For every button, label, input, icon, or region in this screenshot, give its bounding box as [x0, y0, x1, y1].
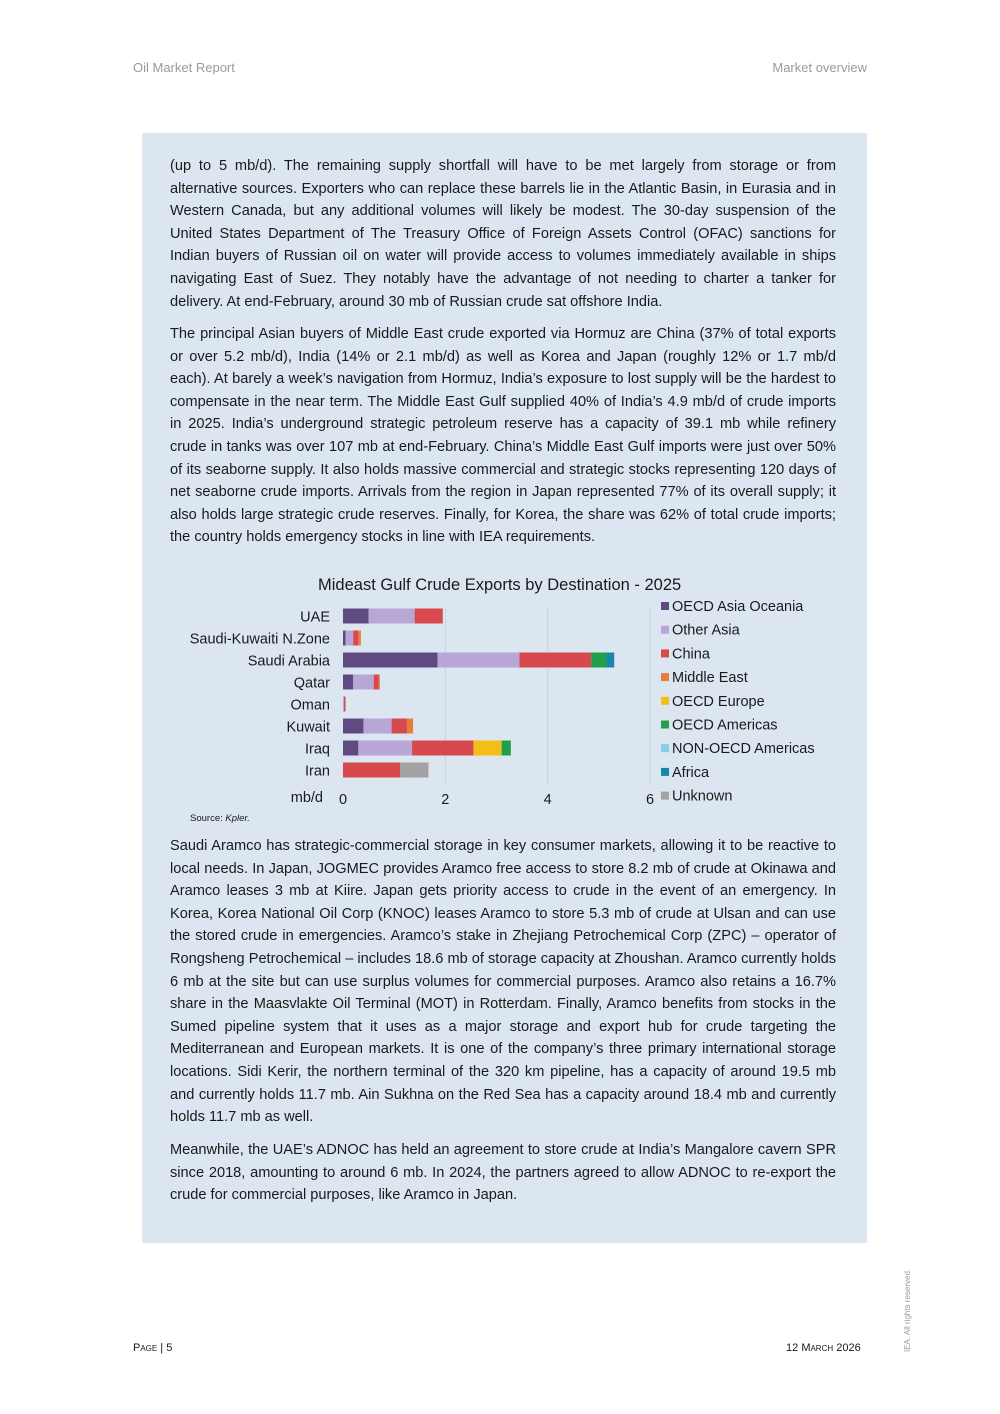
legend-label: Unknown — [672, 788, 733, 805]
bar-segment — [607, 653, 615, 668]
chart-title: Mideast Gulf Crude Exports by Destination - 2025 — [318, 576, 682, 594]
bar-segment — [358, 741, 412, 756]
legend-swatch — [661, 721, 669, 729]
category-label: Kuwait — [286, 719, 330, 736]
section-title: Market overview — [772, 60, 867, 75]
bar-segment — [343, 675, 353, 690]
x-tick-label: 4 — [543, 792, 552, 808]
source-name: Kpler. — [225, 813, 250, 824]
legend-label: OECD Americas — [672, 717, 778, 734]
page-value: | 5 — [160, 1342, 173, 1354]
category-label: Saudi-Kuwaiti N.Zone — [189, 631, 330, 648]
bar-segment — [591, 653, 606, 668]
legend-label: OECD Europe — [672, 693, 765, 710]
x-tick-label: 0 — [338, 792, 348, 808]
legend-swatch — [661, 744, 669, 752]
report-date — [786, 1342, 861, 1354]
paragraph-3: Saudi Aramco has strategic-commercial storage in key consumer markets, allowing it to be reactive to local needs. In Japan, JOGMEC provides Aramco free access to store 8.2 mb of crude at Okinawa and Aramco leases 3 mb at Kiire. Japan gets priority access to crude in the event of an emergency. In Korea, Korea National Oil Corp (KNOC) leases Aramco to store 5.3 mb of crude at Ulsan and can use the stored crude in emergencies. Aramco’s stake in Zhejiang Petrochemical Corp (ZPC) – operator of Rongsheng Petrochemical – includes 18.6 mb of storage capacity at Zhoushan. Aramco currently holds 6 mb at the site but can use surplus volumes for commercial purposes. Aramco also retains a 16.7% share in the Maasvlakte Oil Terminal (MOT) in Rotterdam. Finally, Aramco benefits from stocks in the Sumed pipeline system that it uses as a major storage and export hub for crude targeting the Mediterranean and European markets. It is one of the company’s three primary international storage locations. Sidi Kerir, the northern terminal of the 320 km pipeline, has a capacity of around 19.5 mb and currently holds 11.7 mb. Ain Sukhna on the Red Sea has a capacity around 18.4 mb and currently holds 11.7 mb as well. — [170, 838, 837, 1126]
category-label: Saudi Arabia — [247, 653, 330, 670]
date-year: 2026 — [836, 1342, 861, 1354]
legend-label: China — [672, 646, 710, 663]
legend-swatch — [661, 649, 669, 657]
date-month: March — [801, 1342, 834, 1354]
bar-segment — [353, 675, 373, 690]
bar-segment — [344, 697, 346, 712]
source-prefix: Source: — [190, 813, 226, 824]
legend-swatch — [661, 768, 669, 776]
bar-segment — [400, 763, 428, 778]
date-day: 12 — [786, 1342, 799, 1354]
category-label: Oman — [290, 697, 330, 714]
bar-segment — [407, 719, 413, 734]
bar-segment — [412, 741, 473, 756]
legend-label: Middle East — [672, 670, 748, 687]
bar-segment — [438, 653, 520, 668]
x-axis-label: mb/d — [290, 790, 323, 806]
legend-label: Other Asia — [672, 622, 740, 639]
legend-label: Africa — [672, 764, 710, 781]
bar-segment — [343, 609, 369, 624]
page-label: Page — [133, 1342, 158, 1354]
rights-notice: IEA. All rights reserved. — [903, 1268, 912, 1352]
legend-label: NON-OECD Americas — [672, 741, 815, 758]
report-title: Oil Market Report — [133, 60, 235, 75]
bar-segment — [502, 741, 511, 756]
paragraph-1: (up to 5 mb/d). The remaining supply shortfall will have to be met largely from storage or from alternative sources. Exporters who can replace these barrels lie in the Atlantic Basin, in Eurasia and in Western Canada, but any additional volumes will likely be modest. The 30-day suspension of the United States Department of The Treasury Office of Foreign Assets Control (OFAC) sanctions for Indian buyers of Russian oil on water will provide access to volumes immediately available in ships navigating East of Suez. They notably have the advantage of not needing to charter a tanker for delivery. At end-February, around 30 mb of Russian crude sat offshore India. — [170, 158, 836, 310]
x-tick-label: 6 — [645, 792, 655, 808]
bar-segment — [343, 763, 400, 778]
bar-segment — [343, 697, 344, 712]
bar-segment — [392, 719, 407, 734]
category-label: Iran — [305, 763, 330, 780]
bar-segment — [369, 609, 415, 624]
category-label: Qatar — [293, 675, 330, 692]
legend-swatch — [661, 626, 669, 634]
bar-segment — [343, 653, 438, 668]
bar-segment — [520, 653, 592, 668]
bar-segment — [379, 675, 380, 690]
category-label: Iraq — [305, 741, 330, 758]
bar-segment — [473, 741, 501, 756]
paragraph-2: The principal Asian buyers of Middle East crude exported via Hormuz are China (37% of total exports or over 5.2 mb/d), India (14% or 2.1 mb/d) as well as Korea and Japan (roughly 12% or 1.7 mb/d each). At barely a week’s navigation from Hormuz, India’s exposure to lost supply will be the hardest to compensate in the near term. The Middle East Gulf supplied 40% of India’s 4.9 mb/d of crude imports in 2025. India’s underground strategic petroleum reserve has a capacity of 39.1 mb while refinery crude in tanks was over 107 mb at end-February. China’s Middle East Gulf imports were just over 50% of its seaborne supply. It also holds massive commercial and strategic stocks representing 120 days of net seaborne crude imports. Arrivals from the region in Japan represented 77% of its overall supply; it also holds large strategic crude reserves. Finally, for Korea, the share was 62% of total crude imports; the country holds emergency stocks in line with IEA requirements. — [170, 326, 836, 546]
bar-segment — [353, 631, 358, 646]
category-label: UAE — [300, 609, 330, 626]
bar-segment — [346, 631, 354, 646]
chart-source — [190, 813, 250, 824]
chart-svg — [170, 570, 850, 815]
bar-segment — [343, 741, 358, 756]
page-number — [133, 1342, 172, 1354]
legend-swatch — [661, 697, 669, 705]
x-tick-label: 2 — [441, 792, 450, 808]
legend-swatch — [661, 602, 669, 610]
bar-segment — [374, 675, 379, 690]
bar-segment — [343, 631, 346, 646]
legend-swatch — [661, 792, 669, 800]
paragraph-4: Meanwhile, the UAE’s ADNOC has held an agreement to store crude at India’s Mangalore cavern SPR since 2018, amounting to around 6 mb. In 2024, the partners agreed to allow ADNOC to re-export the crude for commercial purposes, like Aramco in Japan. — [170, 1142, 836, 1204]
exports-chart — [170, 570, 850, 830]
bar-segment — [358, 631, 361, 646]
bar-segment — [415, 609, 443, 624]
legend-label: OECD Asia Oceania — [672, 599, 804, 615]
bar-segment — [363, 719, 391, 734]
legend-swatch — [661, 673, 669, 681]
bar-segment — [343, 719, 363, 734]
